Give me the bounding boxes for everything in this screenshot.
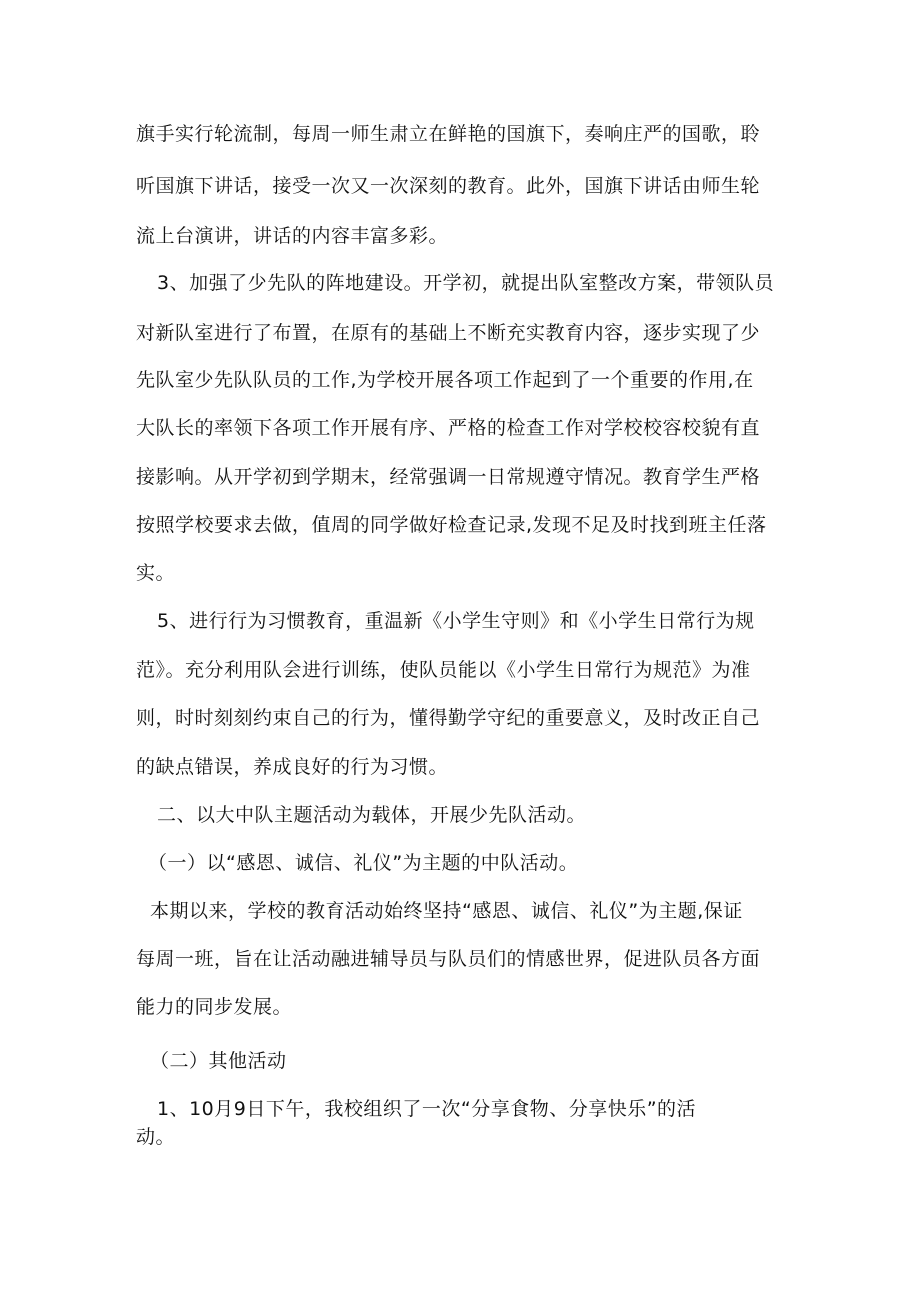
text-line: 本期以来，学校的教育活动始终坚持“感恩、诚信、礼仪”为主题,保证 xyxy=(150,900,743,922)
text-line: 能力的同步发展。 xyxy=(136,996,293,1018)
subsection-heading: （二）其他活动 xyxy=(150,1050,287,1072)
text-line: 按照学校要求去做，值周的同学做好检查记录,发现不足及时找到班主任落 xyxy=(136,514,767,536)
text-line: 流上台演讲，讲话的内容丰富多彩。 xyxy=(136,225,449,247)
text-line: 大队长的率领下各项工作开展有序、严格的检查工作对学校校容校貌有直 xyxy=(136,417,761,439)
text-line: 听国旗下讲话，接受一次又一次深刻的教育。此外，国旗下讲话由师生轮 xyxy=(136,175,761,197)
text-line: 3、加强了少先队的阵地建设。开学初，就提出队室整改方案，带领队员 xyxy=(157,272,775,294)
text-line: 实。 xyxy=(136,562,176,584)
text-line: 旗手实行轮流制，每周一师生肃立在鲜艳的国旗下，奏响庄严的国歌，聆 xyxy=(136,123,761,145)
text-line: 1、10月9日下午，我校组织了一次“分享食物、分享快乐”的活 xyxy=(157,1098,697,1120)
text-line: 5、进行行为习惯教育，重温新《小学生守则》和《小学生日常行为规 xyxy=(157,610,755,632)
text-line: 范》。充分利用队会进行训练，使队员能以《小学生日常行为规范》为准 xyxy=(136,659,751,681)
subsection-heading: （一）以“感恩、诚信、礼仪”为主题的中队活动。 xyxy=(148,852,579,874)
text-line: 的缺点错误，养成良好的行为习惯。 xyxy=(136,756,449,778)
text-line: 先队室少先队队员的工作,为学校开展各项工作起到了一个重要的作用,在 xyxy=(136,369,754,391)
text-line: 对新队室进行了布置，在原有的基础上不断充实教育内容，逐步实现了少 xyxy=(136,322,761,344)
text-line: 动。 xyxy=(136,1126,176,1148)
text-line: 接影响。从开学初到学期末，经常强调一日常规遵守情况。教育学生严格 xyxy=(136,466,761,488)
text-line: 每周一班，旨在让活动融进辅导员与队员们的情感世界，促进队员各方面 xyxy=(136,948,761,970)
section-heading: 二、以大中队主题活动为载体，开展少先队活动。 xyxy=(157,804,587,826)
text-line: 则，时时刻刻约束自己的行为，懂得勤学守纪的重要意义，及时改正自己 xyxy=(136,707,761,729)
